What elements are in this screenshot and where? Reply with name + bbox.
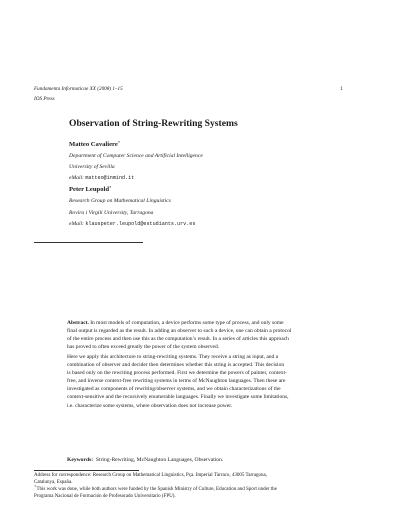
funding-footnote: ∗This work was done, while both authors were funded by the Spanish Ministry of Culture, Education and Sport under the Programa Nacional de Formación de Profesorado Universitario (FPU). bbox=[34, 484, 277, 499]
journal-header: Fundamenta Informaticae XX (2008) 1–15 bbox=[34, 86, 123, 92]
correspondence-footnote: Address for correspondence: Research Group on Mathematical Linguistics, Pça. Imperial Tàrraco, 43005 Tarragona, Catalunya, España. bbox=[34, 473, 267, 485]
abstract-paragraph: Abstract. In most models of computation, a device performs some type of process, and only some final output is regarded as the result. In adding an observer to such a device, one can obtain a protocol of the entire process and then use this as the computation’s result. In a series of articles this approach has proved to often exceed greatly the power of the system observed. bbox=[67, 320, 292, 351]
funding-footnote-mark: ∗ bbox=[34, 484, 37, 488]
paper-title: Observation of String-Rewriting Systems bbox=[69, 118, 238, 129]
author-footnote-mark: ∗ bbox=[109, 185, 112, 189]
abstract-paragraph-2: Here we apply this architecture to string-rewriting systems. They receive a string as input, and a combination of observer and decider then determines whether this string is accepted. This decision is based only on the rewriting process performed. First we determine the powers of painter, context- free, and inverse context-free rewriting systems in terms of McNaughton languages. Then these are investigated as components of rewriting/observer systems, and we obtain characterizations of the context-sensitive and the recursively enumerable languages. Finally we investigate some limitations, i.e. characterize some systems, where observation does not increase power. bbox=[67, 354, 289, 409]
author-affiliation: Rovira i Virgili University, Tarragona bbox=[69, 210, 154, 216]
footnote-rule bbox=[34, 470, 139, 471]
author-affiliation: University of Sevilla bbox=[69, 164, 115, 170]
keywords-label: Keywords: bbox=[67, 457, 94, 463]
author-name: Peter Leupold∗ bbox=[69, 185, 112, 193]
title-block-rule bbox=[34, 242, 143, 243]
author-affiliation: Department of Computer Science and Artificial Intelligence bbox=[69, 153, 203, 159]
publisher-header: IOS Press bbox=[34, 96, 55, 102]
author-email: eMail: klauspeter.leupold@estudiants.urv.es bbox=[69, 221, 196, 227]
author-affiliation: Research Group on Mathematical Linguistics bbox=[69, 198, 171, 204]
page-number: 1 bbox=[340, 86, 343, 92]
keywords: Keywords: String-Rewriting, McNaughton Languages, Observation. bbox=[67, 457, 224, 463]
abstract-label: Abstract. bbox=[67, 320, 89, 326]
author-email: eMail: matteo@inmind.it bbox=[69, 175, 135, 181]
author-footnote-mark: ∗ bbox=[117, 140, 121, 144]
author-name: Matteo Cavaliere∗ bbox=[69, 140, 121, 148]
